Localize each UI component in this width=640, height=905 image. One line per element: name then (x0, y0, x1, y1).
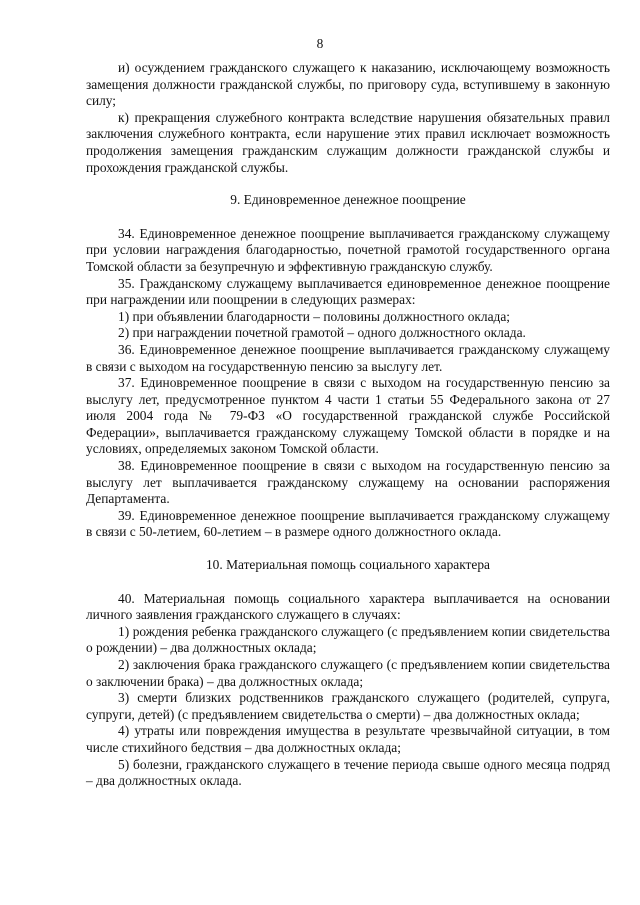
page-number: 8 (316, 36, 324, 51)
paragraph-40: 40. Материальная помощь социального характера выплачивается на основании личного заявления гражданского служащего в случаях: (86, 590, 610, 623)
paragraph-39: 39. Единовременное денежное поощрение выплачивается гражданскому служащему в связи с 50-летием, 60-летием – в размере одного должностного оклада. (86, 507, 610, 540)
paragraph-40-item-1: 1) рождения ребенка гражданского служащего (с предъявлением копии свидетельства о рождении) – два должностных оклада; (86, 623, 610, 656)
paragraph-35-item-2: 2) при награждении почетной грамотой – одного должностного оклада. (118, 325, 526, 341)
paragraph-40-item-3: 3) смерти близких родственников гражданского служащего (родителей, супруга, супруги, детей) (с предъявлением свидетельства о смерти) – два должностных оклада; (86, 690, 610, 722)
paragraph-38: 38. Единовременное поощрение в связи с выходом на государственную пенсию за выслугу лет выплачивается гражданскому служащему на основании распоряжения Департамента. (86, 458, 610, 507)
paragraph-40-item-2: 2) заключения брака гражданского служащего (с предъявлением копии свидетельства о заключении брака) – два должностных оклада; (86, 657, 610, 689)
paragraph-i: и) осуждением гражданского служащего к наказанию, исключающему возможность замещения должности гражданской службы, по приговору суда, вступившему в законную силу; (86, 60, 610, 109)
paragraph-36: 36. Единовременное денежное поощрение выплачивается гражданскому служащему в связи с выходом на государственную пенсию за выслугу лет. (86, 341, 610, 374)
paragraph-k: к) прекращения служебного контракта вследствие нарушения обязательных правил заключения служебного контракта, если нарушение этих правил исключает возможность продолжения замещения гражданским служащим должности гражданской службы и прохождения гражданской службы. (86, 109, 610, 175)
section-9-heading: 9. Единовременное денежное поощрение (230, 192, 466, 208)
paragraph-34: 34. Единовременное денежное поощрение выплачивается гражданскому служащему при условии награждения благодарностью, почетной грамотой государственного органа Томской области за безупречную и эффективную гражданскую службу. (86, 225, 610, 274)
paragraph-40-item-4: 4) утраты или повреждения имущества в результате чрезвычайной ситуации, в том числе стихийного бедствия – два должностных оклада; (86, 723, 610, 755)
paragraph-40-item-5: 5) болезни, гражданского служащего в течение периода свыше одного месяца подряд – два должностных оклада. (86, 756, 610, 789)
document-body (86, 60, 610, 790)
paragraph-35-item-1: 1) при объявлении благодарности – половины должностного оклада; (118, 308, 511, 324)
section-10-heading: 10. Материальная помощь социального характера (205, 557, 490, 573)
paragraph-37: 37. Единовременное поощрение в связи с выходом на государственную пенсию за выслугу лет, предусмотренное пунктом 4 части 1 статьи 55 Федерального закона от 27 июля 2004 года № 79-ФЗ «О государственной гражданской службе Российской Федерации», выплачивается гражданскому служащему Томской области в порядке и на условиях, определяемых законом Томской области. (86, 375, 610, 457)
paragraph-35: 35. Гражданскому служащему выплачивается единовременное денежное поощрение при награждении или поощрении в следующих размерах: (86, 275, 610, 308)
